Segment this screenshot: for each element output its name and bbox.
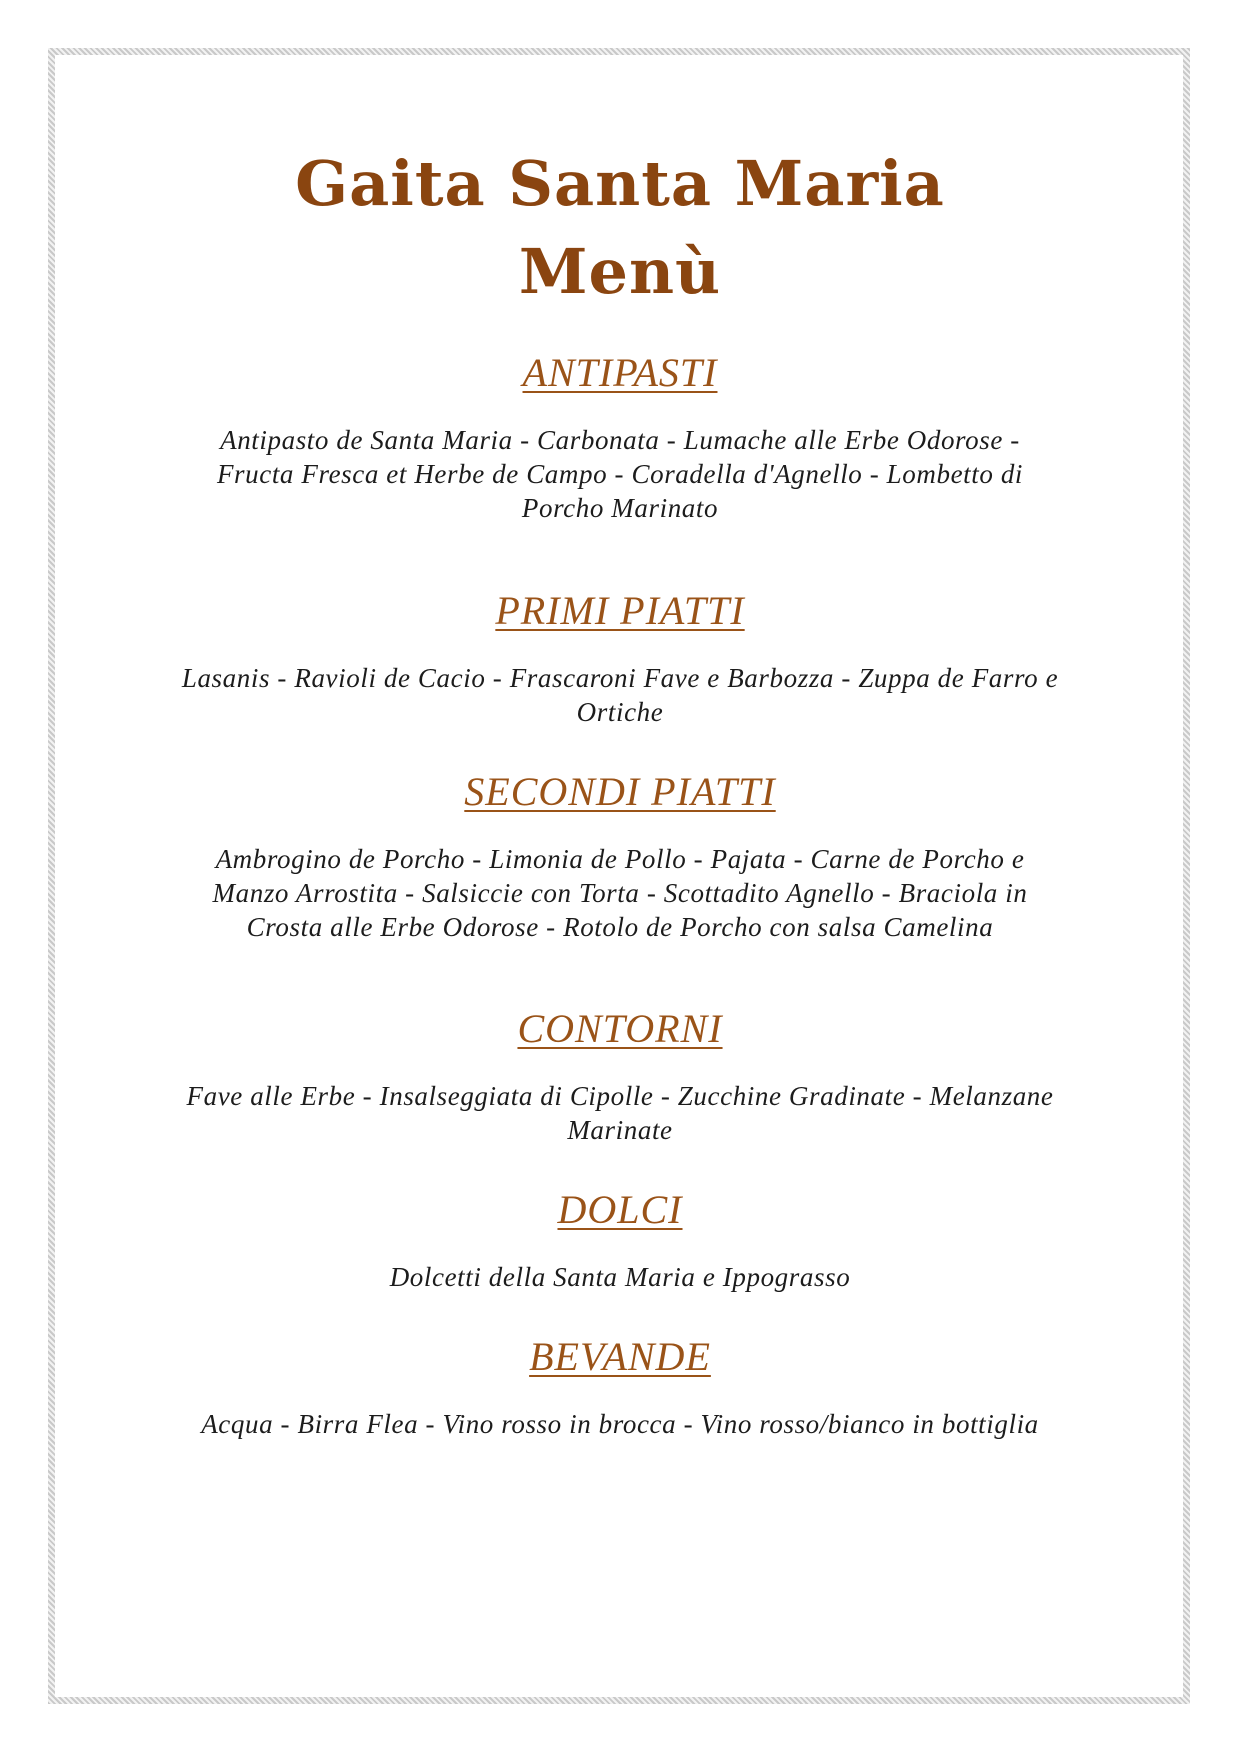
menu-title-block <box>240 140 1000 316</box>
section-body-secondi-piatti: Ambrogino de Porcho - Limonia de Pollo - Pajata - Carne de Porcho e Manzo Arrostita - Salsiccie con Torta - Scottadito Agnello - Braciola in Crosta alle Erbe Odorose - Rotolo de Porcho con salsa Camelina <box>212 844 1028 942</box>
section-body-antipasti: Antipasto de Santa Maria - Carbonata - Lumache alle Erbe Odorose - Fructa Fresca et Herbe de Campo - Coradella d'Agnello - Lombetto di Porcho Marinato <box>216 425 1024 523</box>
section-dolci <box>180 1185 1060 1294</box>
section-body-primi-piatti: Lasanis - Ravioli de Cacio - Frascaroni Fave e Barbozza - Zuppa de Farro e Ortiche <box>181 663 1059 727</box>
restaurant-name-title: Gaita Santa Maria <box>295 147 945 220</box>
section-heading-bevande: BEVANDE <box>529 1334 711 1379</box>
menu-content <box>180 140 1060 1441</box>
section-heading-contorni: CONTORNI <box>517 1006 723 1051</box>
section-antipasti <box>180 348 1060 525</box>
section-heading-dolci: DOLCI <box>557 1187 683 1232</box>
section-heading-secondi-piatti: SECONDI PIATTI <box>464 769 776 814</box>
section-heading-primi-piatti: PRIMI PIATTI <box>495 588 745 633</box>
section-body-dolci: Dolcetti della Santa Maria e Ippograsso <box>389 1262 851 1292</box>
section-body-contorni: Fave alle Erbe - Insalseggiata di Cipolle - Zucchine Gradinate - Melanzane Marinate <box>186 1081 1054 1145</box>
section-heading-antipasti: ANTIPASTI <box>522 350 718 395</box>
section-primi-piatti <box>180 586 1060 729</box>
section-contorni <box>180 1004 1060 1147</box>
section-secondi-piatti <box>180 767 1060 944</box>
menu-title: Menù <box>518 235 722 308</box>
section-body-bevande: Acqua - Birra Flea - Vino rosso in brocca - Vino rosso/bianco in bottiglia <box>201 1409 1039 1439</box>
section-bevande <box>180 1332 1060 1441</box>
